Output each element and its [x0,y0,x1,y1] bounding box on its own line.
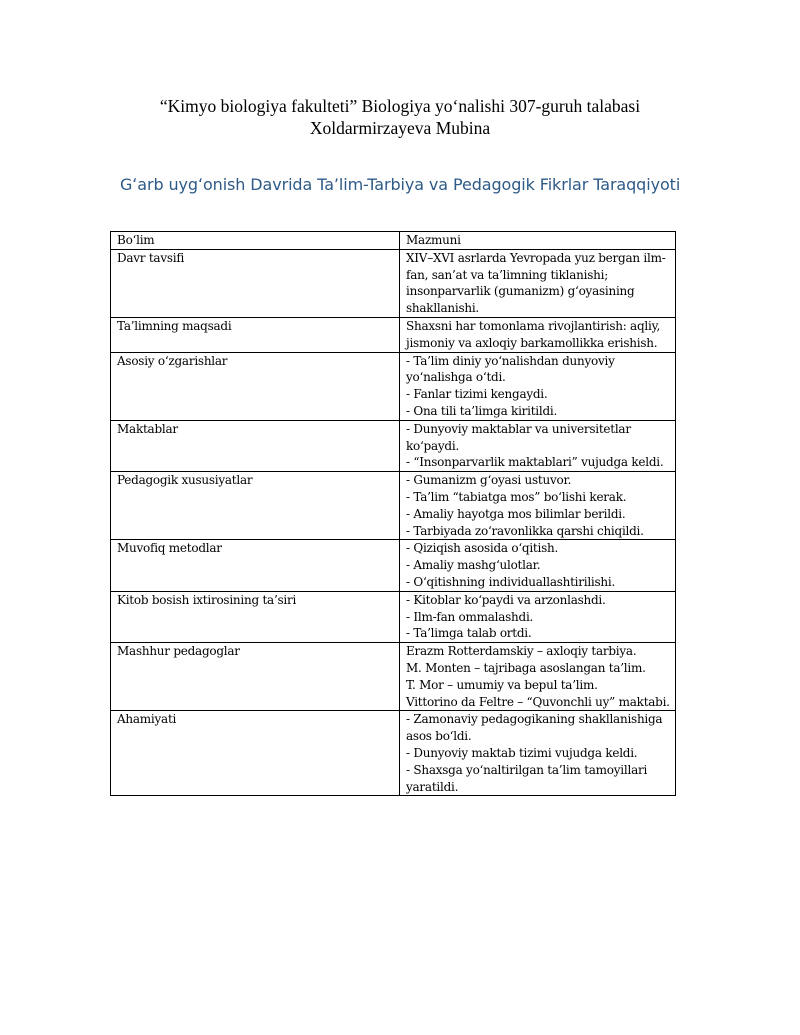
table-cell-section: Asosiy o‘zgarishlar [111,352,400,420]
content-line: - Dunyoviy maktablar va universitetlar [406,421,631,436]
content-line: - Tarbiyada zo‘ravonlikka qarshi chiqildi. [406,523,644,538]
content-line: - Ta’lim diniy yo‘nalishdan dunyoviy [406,353,615,368]
table-row [111,420,676,471]
table-cell-section: Davr tavsifi [111,249,400,317]
table-cell-content [400,352,676,420]
document-title: Gʻarb uygʻonish Davrida Ta’lim-Tarbiya va Pedagogik Fikrlar Taraqqiyoti [120,175,681,194]
content-line: yo‘nalishga o‘tdi. [406,370,506,385]
table-header-content: Mazmuni [400,232,676,250]
content-line: - Shaxsga yo‘naltirilgan ta’lim tamoyillari [406,762,648,777]
content-line: - Ta’limga talab ortdi. [406,626,532,641]
content-line: - Ta’lim “tabiatga mos” bo‘lishi kerak. [406,489,627,504]
table-cell-content [400,540,676,591]
table-row [111,711,676,796]
content-line: Erazm Rotterdamskiy – axloqiy tarbiya. [406,644,637,659]
content-table [110,231,676,796]
content-line: yaratildi. [406,779,459,794]
table-header-row [111,232,676,250]
content-line: - Qiziqish asosida o‘qitish. [406,541,559,556]
table-row [111,472,676,540]
content-line: shakllanishi. [406,301,479,316]
header-line-2: Xoldarmirzayeva Mubina [309,118,491,138]
table-row [111,249,676,317]
table-cell-content [400,420,676,471]
table-row [111,591,676,642]
content-line: - Ilm-fan ommalashdi. [406,609,534,624]
table-row [111,643,676,711]
content-line: - Dunyoviy maktab tizimi vujudga keldi. [406,745,638,760]
content-line: - O‘qitishning individuallashtirilishi. [406,574,616,589]
header-line-1: “Kimyo biologiya fakulteti” Biologiya yoʻnalishi 307-guruh talabasi [159,96,641,116]
content-line: XIV–XVI asrlarda Yevropada yuz bergan ilm- [406,250,666,265]
table-cell-section: Muvofiq metodlar [111,540,400,591]
table-cell-content [400,472,676,540]
table-cell-section: Mashhur pedagoglar [111,643,400,711]
content-line: - Zamonaviy pedagogikaning shakllanishiga [406,712,663,727]
content-line: insonparvarlik (gumanizm) g‘oyasining [406,284,635,299]
content-line: Vittorino da Feltre – “Quvonchli uy” maktabi. [406,694,670,709]
content-line: asos bo‘ldi. [406,729,472,744]
table-cell-section: Pedagogik xususiyatlar [111,472,400,540]
content-line: Shaxsni har tomonlama rivojlantirish: aqliy, [406,318,661,333]
content-line: - Gumanizm g‘oyasi ustuvor. [406,473,572,488]
table-header-section: Bo‘lim [111,232,400,250]
content-line: fan, san’at va ta’limning tiklanishi; [406,267,608,282]
table-row [111,352,676,420]
content-line: - Amaliy mashg‘ulotlar. [406,558,541,573]
content-line: - Fanlar tizimi kengaydi. [406,387,548,402]
table-cell-section: Kitob bosish ixtirosining ta’siri [111,591,400,642]
content-line: - Ona tili ta’limga kiritildi. [406,403,558,418]
table-cell-content [400,643,676,711]
document-header [0,95,800,139]
content-line: M. Monten – tajribaga asoslangan ta’lim. [406,660,646,675]
table-cell-content [400,317,676,352]
table-cell-content [400,249,676,317]
table-row [111,317,676,352]
table-cell-section: Ahamiyati [111,711,400,796]
table-cell-section: Ta’limning maqsadi [111,317,400,352]
table-cell-content [400,711,676,796]
content-line: ko‘paydi. [406,438,460,453]
content-line: T. Mor – umumiy va bepul ta’lim. [406,677,598,692]
table-cell-section: Maktablar [111,420,400,471]
content-line: - “Insonparvarlik maktablari” vujudga keldi. [406,455,664,470]
content-line: jismoniy va axloqiy barkamollikka erishish. [406,335,658,350]
content-line: - Amaliy hayotga mos bilimlar berildi. [406,506,626,521]
table-cell-content [400,591,676,642]
table-row [111,540,676,591]
content-line: - Kitoblar ko‘paydi va arzonlashdi. [406,592,606,607]
